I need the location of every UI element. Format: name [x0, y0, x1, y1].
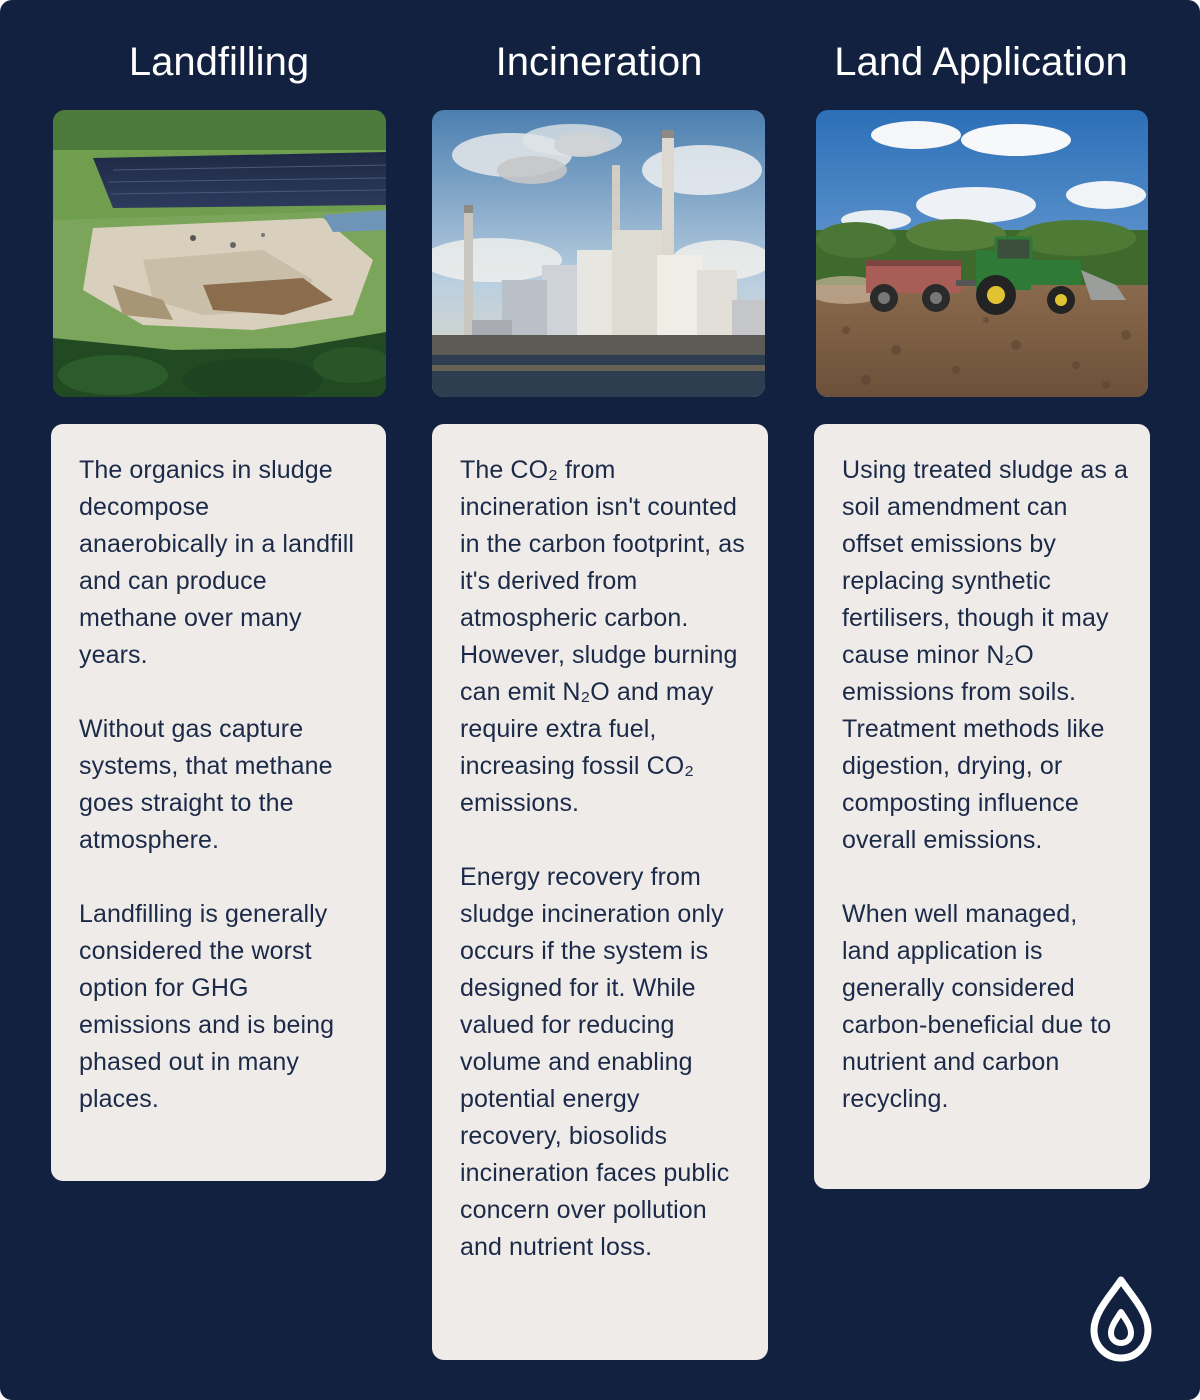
land-application-paragraph-1: Using treated sludge as a soil amendment can offset emissions by replacing synthetic fertilisers, though it may cause minor N₂O emissions from soils. Treatment methods like digestion, drying, or composting influence overall emissions.: [842, 456, 1129, 854]
landfill-photo-graphic: [53, 110, 386, 397]
incineration-paragraph-1: The CO₂ from incineration isn't counted in the carbon footprint, as it's derived from atmospheric carbon. However, sludge burning can emit N₂O and may require extra fuel, increasing fossil CO₂ emissions.: [460, 456, 745, 817]
incineration-paragraph-2: Energy recovery from sludge incineration only occurs if the system is designed for it. While valued for reducing volume and enabling potential energy recovery, biosolids incineration faces public concern over pollution and nutrient loss.: [460, 863, 730, 1261]
land-application-paragraph-2: When well managed, land application is generally considered carbon-beneficial due to nutrient and carbon recycling.: [842, 900, 1112, 1113]
landfilling-card: [51, 424, 386, 1181]
land-application-photo-graphic: [816, 110, 1148, 397]
landfilling-paragraph-3: Landfilling is generally considered the worst option for GHG emissions and is being phased out in many places.: [79, 900, 335, 1113]
land-application-photo: [816, 110, 1148, 397]
column-title-landfilling: Landfilling: [128, 40, 310, 84]
incineration-photo: [432, 110, 765, 397]
water-drop-logo-icon: [1088, 1276, 1154, 1362]
landfilling-paragraph-2: Without gas capture systems, that methane goes straight to the atmosphere.: [79, 715, 333, 854]
landfill-photo: [53, 110, 386, 397]
incineration-card: [432, 424, 768, 1360]
landfilling-paragraph-1: The organics in sludge decompose anaerobically in a landfill and can produce methane over many years.: [79, 456, 355, 669]
column-title-incineration: Incineration: [495, 40, 703, 84]
land-application-card: [814, 424, 1150, 1189]
incineration-photo-graphic: [432, 110, 765, 397]
column-title-land-application: Land Application: [834, 40, 1128, 84]
